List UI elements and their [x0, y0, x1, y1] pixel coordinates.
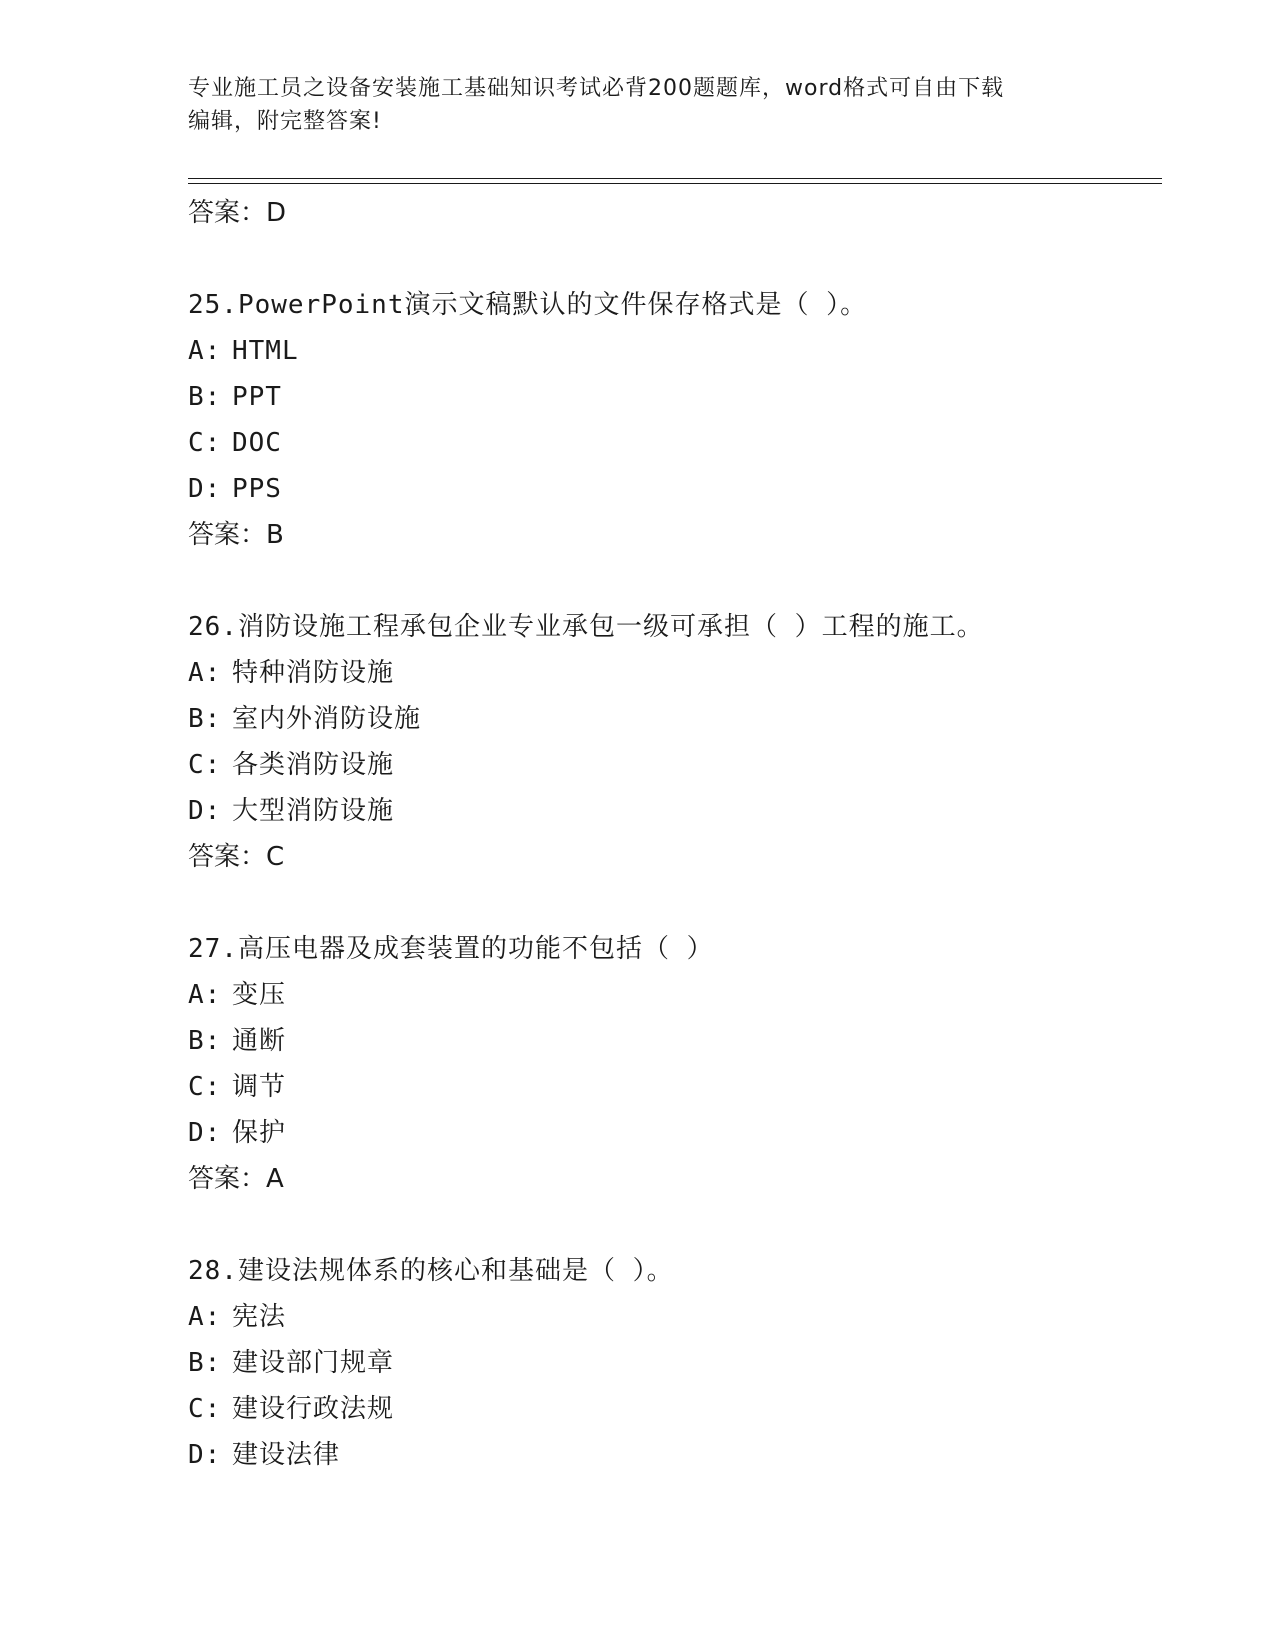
option-b	[188, 696, 1162, 742]
question-list	[188, 190, 1162, 1478]
option-text: 室内外消防设施	[232, 704, 422, 734]
option-text: 通断	[232, 1026, 287, 1056]
option-letter: D:	[188, 1440, 222, 1470]
option-a	[188, 972, 1162, 1018]
question-stem: 26.消防设施工程承包企业专业承包一级可承担（ ）工程的施工。	[188, 612, 984, 642]
option-letter: A:	[188, 980, 222, 1010]
option-c	[188, 1386, 1162, 1432]
question-stem: 27.高压电器及成套装置的功能不包括（ ）	[188, 934, 714, 964]
option-text: 各类消防设施	[232, 750, 395, 780]
option-letter: A:	[188, 336, 222, 366]
option-text: 调节	[232, 1072, 287, 1102]
header-divider-bottom	[188, 183, 1162, 184]
option-text: 特种消防设施	[232, 658, 395, 688]
header-line-2: 编辑，附完整答案!	[188, 109, 382, 134]
answer-line: 答案：B	[188, 520, 284, 550]
option-letter: B:	[188, 1026, 222, 1056]
option-letter: D:	[188, 796, 222, 826]
option-letter: A:	[188, 1302, 222, 1332]
option-text: HTML	[232, 336, 299, 366]
question-27	[188, 926, 1162, 1202]
question-stem: 25.PowerPoint演示文稿默认的文件保存格式是（ ）。	[188, 290, 868, 320]
previous-answer: 答案：D	[188, 198, 287, 228]
header-line-1: 专业施工员之设备安装施工基础知识考试必背200题题库，word格式可自由下载	[188, 76, 1005, 101]
option-a	[188, 650, 1162, 696]
option-c	[188, 742, 1162, 788]
question-28	[188, 1248, 1162, 1478]
option-letter: B:	[188, 704, 222, 734]
option-letter: A:	[188, 658, 222, 688]
option-d	[188, 788, 1162, 834]
option-text: 变压	[232, 980, 287, 1010]
option-b	[188, 1018, 1162, 1064]
question-stem: 28.建设法规体系的核心和基础是（ ）。	[188, 1256, 674, 1286]
option-letter: B:	[188, 382, 222, 412]
document-header	[188, 72, 1088, 138]
option-a	[188, 328, 1162, 374]
option-text: 建设部门规章	[232, 1348, 395, 1378]
option-a	[188, 1294, 1162, 1340]
option-letter: C:	[188, 1072, 222, 1102]
option-c	[188, 1064, 1162, 1110]
option-letter: C:	[188, 750, 222, 780]
question-25	[188, 282, 1162, 558]
option-d	[188, 1432, 1162, 1478]
option-letter: C:	[188, 1394, 222, 1424]
option-b	[188, 374, 1162, 420]
option-d	[188, 1110, 1162, 1156]
answer-line: 答案：A	[188, 1164, 284, 1194]
option-text: 建设行政法规	[232, 1394, 395, 1424]
question-26	[188, 604, 1162, 880]
option-text: PPT	[232, 382, 282, 412]
option-text: DOC	[232, 428, 282, 458]
option-c	[188, 420, 1162, 466]
option-letter: D:	[188, 474, 222, 504]
option-letter: B:	[188, 1348, 222, 1378]
option-d	[188, 466, 1162, 512]
option-b	[188, 1340, 1162, 1386]
option-text: 建设法律	[232, 1440, 341, 1470]
option-letter: C:	[188, 428, 222, 458]
option-text: 大型消防设施	[232, 796, 395, 826]
header-divider-top	[188, 178, 1162, 179]
option-letter: D:	[188, 1118, 222, 1148]
option-text: PPS	[232, 474, 282, 504]
option-text: 宪法	[232, 1302, 287, 1332]
answer-line: 答案：C	[188, 842, 285, 872]
option-text: 保护	[232, 1118, 287, 1148]
